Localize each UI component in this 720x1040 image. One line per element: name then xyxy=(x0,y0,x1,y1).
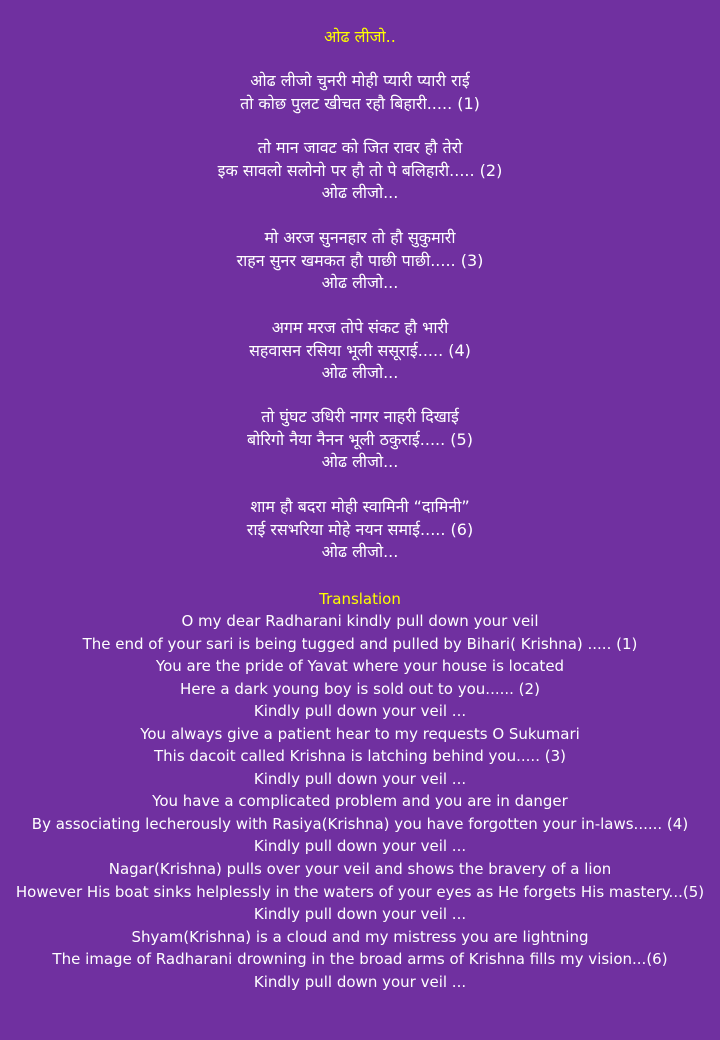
stanza-line: मो अरज सुननहार तो हौ सुकुमारी xyxy=(264,228,456,247)
poem-title: ओढ लीजो.. xyxy=(324,27,396,46)
stanza-line: तो घुंघट उधिरी नागर नाहरी दिखाई xyxy=(261,407,459,426)
stanza-line: तो मान जावट को जित रावर हौ तेरो xyxy=(257,138,463,157)
translation-heading: Translation xyxy=(319,590,401,608)
stanza-refrain: ओढ लीजो... xyxy=(321,452,399,471)
stanza-refrain: ओढ लीजो... xyxy=(321,542,399,561)
stanza-3 xyxy=(0,227,720,295)
translation-line: O my dear Radharani kindly pull down your veil xyxy=(181,612,539,630)
stanza-line: राई रसभरिया मोहे नयन समाई..... (6) xyxy=(246,519,474,539)
stanza-6 xyxy=(0,496,720,564)
translation-line: The end of your sari is being tugged and pulled by Bihari( Krishna) ..... (1) xyxy=(82,634,638,653)
stanza-line: तो कोछ पुलट खीचत रहौ बिहारी..... (1) xyxy=(240,93,480,113)
stanza-refrain: ओढ लीजो... xyxy=(321,183,399,202)
stanza-refrain: ओढ लीजो... xyxy=(321,363,399,382)
stanza-4 xyxy=(0,317,720,385)
stanza-line: शाम हौ बदरा मोही स्वामिनी “दामिनी” xyxy=(250,497,470,516)
translation-line: However His boat sinks helplessly in the waters of your eyes as He forgets His mastery...(5) xyxy=(15,882,705,901)
stanza-line: अगम मरज तोपे संकट हौ भारी xyxy=(271,318,449,337)
translation-line: Here a dark young boy is sold out to you...... (2) xyxy=(180,679,540,698)
stanza-line: बोरिगो नैया नैनन भूली ठकुराई..... (5) xyxy=(247,429,473,449)
stanza-line: इक सावलो सलोनो पर हौ तो पे बलिहारी..... (2) xyxy=(217,160,503,180)
translation-line: Nagar(Krishna) pulls over your veil and shows the bravery of a lion xyxy=(108,860,612,879)
stanza-5 xyxy=(0,406,720,474)
translation-line: This dacoit called Krishna is latching behind you..... (3) xyxy=(154,747,566,766)
translation-line: You have a complicated problem and you are in danger xyxy=(152,792,568,811)
translation-line: Shyam(Krishna) is a cloud and my mistress you are lightning xyxy=(131,927,589,946)
translation-line: Kindly pull down your veil ... xyxy=(253,769,467,788)
stanza-2 xyxy=(0,137,720,205)
translation-line: By associating lecherously with Rasiya(Krishna) you have forgotten your in-laws...... (4) xyxy=(31,814,689,833)
translation-line: Kindly pull down your veil ... xyxy=(253,837,467,856)
stanza-line: ओढ लीजो चुनरी मोही प्यारी प्यारी राई xyxy=(250,71,470,90)
translation-line: Kindly pull down your veil ... xyxy=(253,905,467,924)
stanza-line: सहवासन रसिया भूली ससूराई..... (4) xyxy=(249,340,471,360)
translation-line: You are the pride of Yavat where your house is located xyxy=(155,657,565,676)
stanza-1 xyxy=(0,70,720,115)
translation-line: Kindly pull down your veil ... xyxy=(253,702,467,721)
translation-line: The image of Radharani drowning in the broad arms of Krishna fills my vision...(6) xyxy=(52,950,668,969)
stanza-line: राहन सुनर खमकत हौ पाछी पाछी..... (3) xyxy=(236,250,484,270)
stanza-refrain: ओढ लीजो... xyxy=(321,273,399,292)
translation-line: You always give a patient hear to my requests O Sukumari xyxy=(140,724,580,743)
translation-line: Kindly pull down your veil ... xyxy=(253,972,467,991)
translation-body xyxy=(0,610,720,993)
